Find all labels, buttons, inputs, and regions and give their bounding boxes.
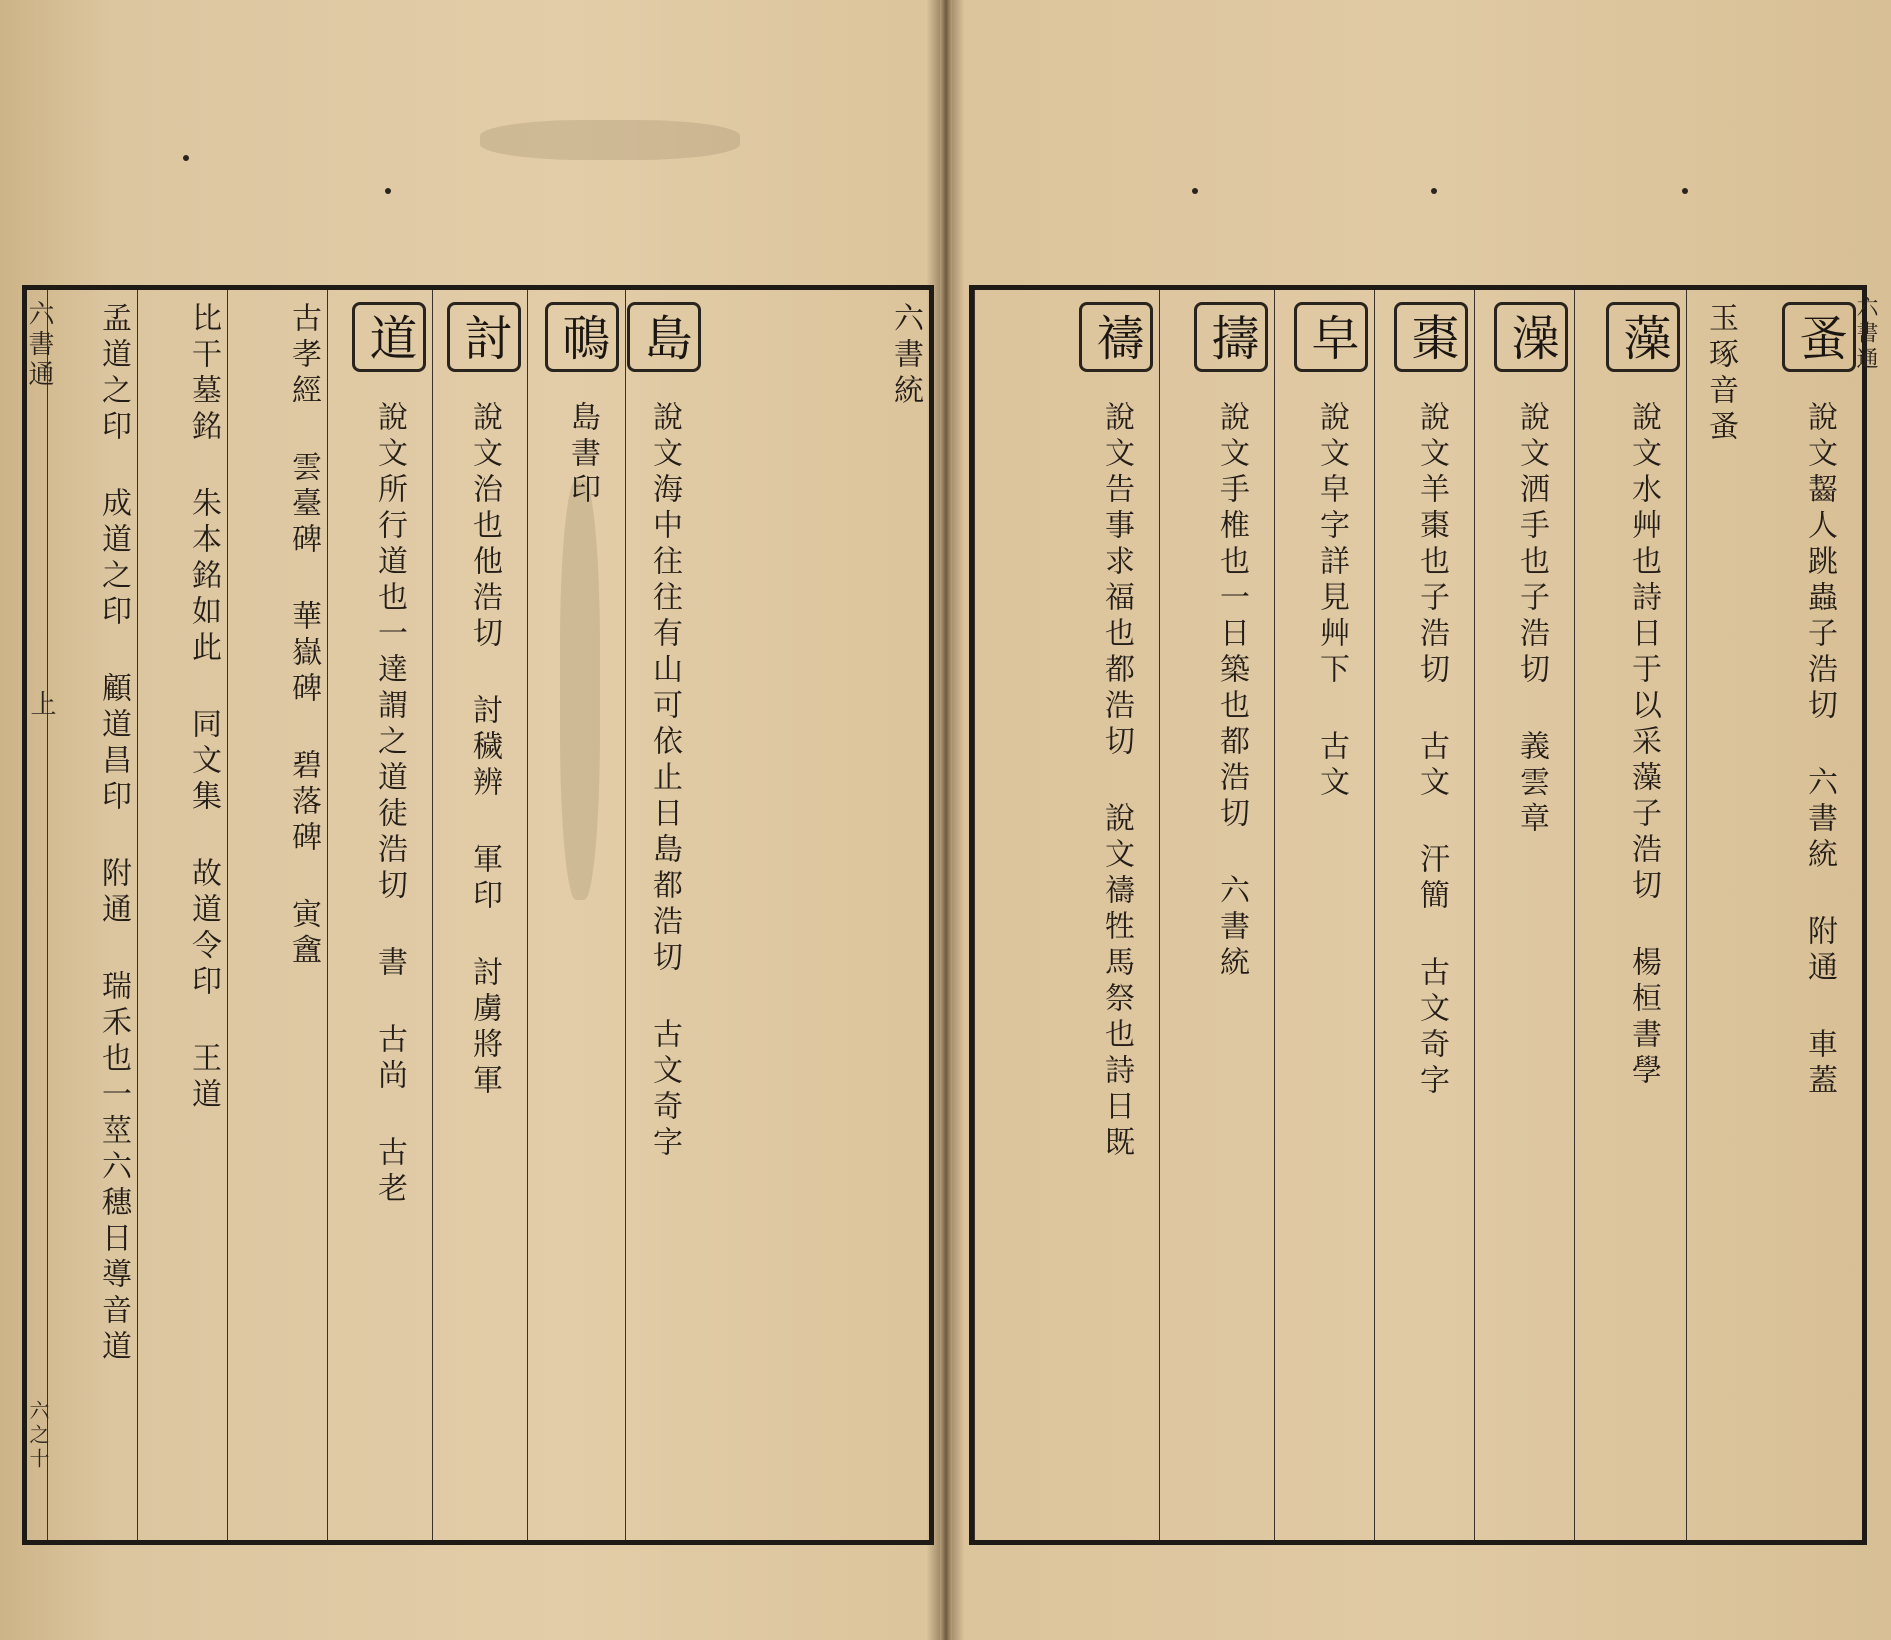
entry-column (1474, 290, 1574, 1540)
entry-head-char: 島 (627, 302, 701, 372)
entry-head-char: 棗 (1394, 302, 1468, 372)
leaf-number: 六之十 (26, 1400, 50, 1472)
annotation-text: 說文所行道也一達謂之道徒浩切 書 古尚 古老 (372, 401, 407, 1208)
annotation-text: 說文皁字詳見艸下 古文 (1314, 401, 1349, 802)
binding-hole (183, 155, 189, 161)
entry-head-char: 藻 (1606, 302, 1680, 372)
annotation-text: 說文治也他浩切 討穢辨 軍印 討虜將軍 (467, 401, 502, 1100)
text-frame (22, 285, 934, 1545)
annotation-text: 說文水艸也詩日于以采藻子浩切 楊桓書學 (1626, 401, 1661, 1090)
annotation-text: 古孝經 雲臺碑 華嶽碑 碧落碑 寅盦 (286, 302, 321, 970)
entry-column (227, 290, 327, 1540)
entry-head-char: 擣 (1194, 302, 1268, 372)
annotation-text: 比干墓銘 朱本銘如此 同文集 故道令印 王道 (186, 302, 221, 1114)
annotation-text: 說文手椎也一日築也都浩切 六書統 (1214, 401, 1249, 982)
entry-column (432, 290, 527, 1540)
book-title-margin: 六書通 (24, 300, 54, 390)
annotation-text: 說文齧人跳蟲子浩切 六書統 附通 車蓋 (1802, 401, 1837, 1100)
annotation-text: 說文告事求福也都浩切 說文禱牲馬祭也詩日既 (1099, 401, 1134, 1162)
annotation-text: 說文海中往往有山可依止日島都浩切 古文奇字 (647, 401, 682, 1162)
entry-head-char: 道 (352, 302, 426, 372)
entry-column (1744, 290, 1862, 1540)
entry-column (527, 290, 625, 1540)
annotation-text: 說文羊棗也子浩切 古文 汗簡 古文奇字 (1414, 401, 1449, 1100)
entry-column (625, 290, 707, 1540)
annotation-text: 島書印 (565, 401, 600, 509)
entry-column (707, 290, 929, 1540)
entry-head-char: 澡 (1494, 302, 1568, 372)
entry-column (974, 290, 1159, 1540)
annotation-text: 說文洒手也子浩切 義雲章 (1514, 401, 1549, 838)
section-mark: 上 (26, 690, 56, 720)
left-page (0, 0, 945, 1640)
entry-column (47, 290, 137, 1540)
book-title-margin: 六書通 (1853, 295, 1878, 373)
entry-column (1574, 290, 1686, 1540)
entry-column (1159, 290, 1274, 1540)
annotation-text: 孟道之印 成道之印 顧道昌印 附通 瑞禾也一莖六穗日導音道 (96, 302, 131, 1366)
entry-head-char: 鳾 (545, 302, 619, 372)
entry-column (1274, 290, 1374, 1540)
annotation-text: 六書統 (888, 302, 923, 410)
binding-hole (1192, 188, 1198, 194)
entry-column (137, 290, 227, 1540)
binding-hole (1682, 188, 1688, 194)
entry-column (327, 290, 432, 1540)
entry-head-char: 討 (447, 302, 521, 372)
binding-hole (385, 188, 391, 194)
annotation-text: 玉琢音蚤 (1703, 302, 1738, 446)
entry-column (1374, 290, 1474, 1540)
entry-head-char: 禱 (1079, 302, 1153, 372)
text-frame (969, 285, 1867, 1545)
entry-head-char: 皁 (1294, 302, 1368, 372)
entry-head-char: 蚤 (1782, 302, 1856, 372)
entry-column (1686, 290, 1744, 1540)
right-page (947, 0, 1891, 1640)
paper-stain (480, 120, 740, 160)
binding-hole (1431, 188, 1437, 194)
